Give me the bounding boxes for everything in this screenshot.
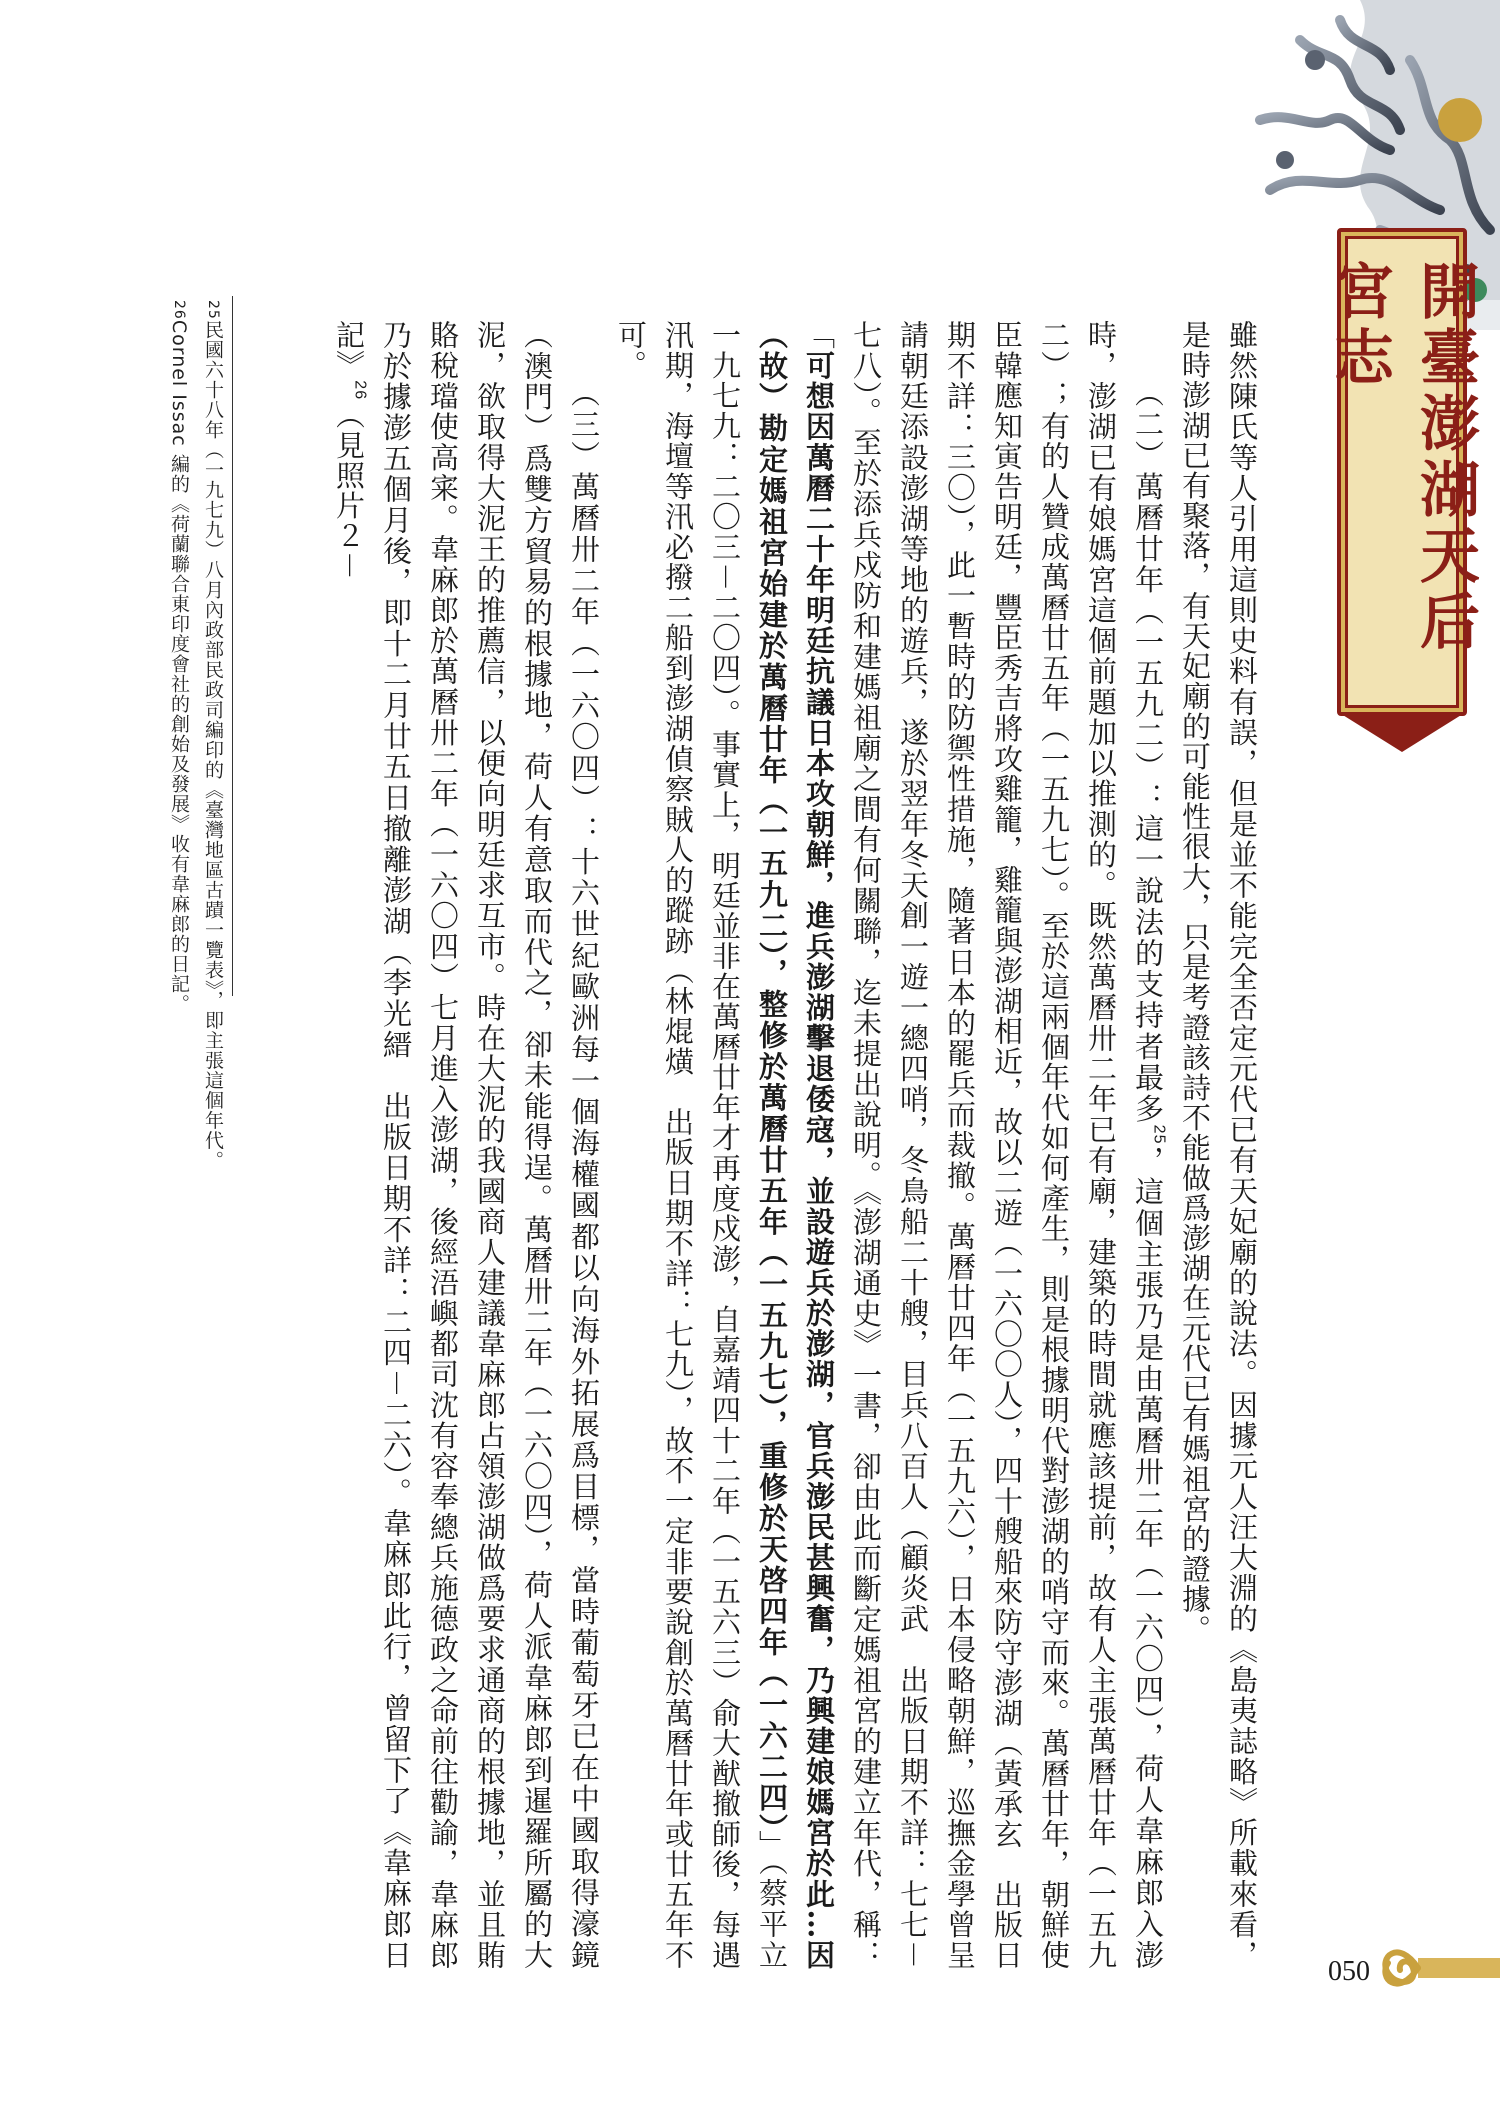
footnote-26: 26Cornel Issac 編的《荷蘭聯合東印度會社的創始及發展》收有韋麻郎的日記。 <box>168 300 190 1014</box>
main-text <box>265 320 1265 2001</box>
page-number: 050 <box>1328 1956 1370 1987</box>
paragraph-intro: 雖然陳氏等人引用這則史料有誤，但是並不能完全否定元代已有天妃廟的說法。因據元人汪大淵的《島夷誌略》所載來看，是時澎湖已有聚落，有天妃廟的可能性很大，只是考證該詩不能做爲澎湖在元代已有媽祖宮的證據。 <box>1178 320 1259 1970</box>
footnote-25: 25民國六十八年（一九七九）八月內政部民政司編印的《臺灣地區古蹟一覽表》，即主張這個年代。 <box>202 300 224 1171</box>
footnote-ref-25[interactable]: 25 <box>1150 1124 1168 1145</box>
footnote-divider <box>232 296 233 996</box>
bold-quotation: 可想因萬曆二十年明廷抗議日本攻朝鮮，進兵澎湖擊退倭寇，並設遊兵於澎湖，官兵澎民甚興奮，乃興建娘媽宮於此…因（故）勘定媽祖宮始建於萬曆廿年（一五九二），整修於萬曆廿五年（一五九七），重修於天啓四年（一六二四） <box>755 320 836 1970</box>
paragraph-wanli-20: （二）萬曆廿年（一五九二）：這一說法的支持者最多$^{25}$，這個主張乃是由萬曆卅二年（一六〇四），荷人韋麻郎入澎時，澎湖已有娘媽宮這個前題加以推測的。既然萬曆卅二年已有廟，建築的時間就應該提前，故有人主張萬曆廿年（一五九二）；有的人贊成萬曆廿五年（一五九七）。至於這兩個年代如何產生，則是根據明代對澎湖的哨守而來。萬曆廿年，朝鮮使臣韓應知寅告明廷，豐臣秀吉將攻雞籠，雞籠與澎湖相近，故以二遊（一六〇〇人），四十艘船來防守澎湖（黃承玄 出版日期不詳：三〇），此一暫時的防禦性措施，隨著日本的罷兵而裁撤。萬曆廿四年（一五九六），日本侵略朝鮮，巡撫金學曾呈請朝廷添設澎湖等地的遊兵，遂於翌年冬天創一遊一總四哨，冬鳥船二十艘，目兵八百人（顧炎武 出版日期不詳：七七－七八）。至於添兵戍防和建媽祖廟之間有何關聯，迄未提出說明。《澎湖通史》一書，卻由此而斷定媽祖宮的建立年代，稱：「可想因萬曆二十年明廷抗議日本攻朝鮮，進兵澎湖擊退倭寇，並設遊兵於澎湖，官兵澎民甚興奮，乃興建娘媽宮於此…因（故）勘定媽祖宮始建於萬曆廿年（一五九二），整修於萬曆廿五年（一五九七），重修於天啓四年（一六二四）」（蔡平立 一九七九：二〇三－二〇四）。事實上，明廷並非在萬曆廿年才再度戍澎，自嘉靖四十二年（一五六三）俞大猷撤師後，每遇汛期，海壇等汛必撥二船到澎湖偵察賊人的蹤跡（林焜熿 出版日期不詳：七九），故不一定非要說創於萬曆廿年或廿五年不可。 <box>614 320 1168 2001</box>
chapter-title: 開臺澎湖天后宮志 <box>1324 260 1480 656</box>
footnotes <box>140 300 230 1300</box>
chapter-title-banner <box>1324 228 1480 716</box>
paragraph-wanli-32: （三）萬曆卅二年（一六〇四）：十六世紀歐洲每一個海權國都以向海外拓展爲目標，當時葡萄牙已在中國取得濠鏡（澳門）爲雙方貿易的根據地，荷人有意取而代之，卻未能得逞。萬曆卅二年（一六〇四），荷人派韋麻郎到暹羅所屬的大泥，欲取得大泥王的推薦信，以便向明廷求互市。時在大泥的我國商人建議韋麻郎占領澎湖做爲要求通商的根據地，並且賄賂稅璫使高宷。韋麻郎於萬曆卅二年（一六〇四）七月進入澎湖，後經浯嶼都司沈有容奉總兵施德政之命前往勸諭，韋麻郎乃於據澎五個月後，即十二月廿五日撤離澎湖（李光縉 出版日期不詳：二四－二六）。韋麻郎此行，曾留下了《韋麻郎日記》$^{26}$（見照片２－ <box>332 320 601 1970</box>
scroll-ornament <box>1378 1928 1500 2008</box>
footnote-ref-26[interactable]: 26 <box>351 380 369 401</box>
